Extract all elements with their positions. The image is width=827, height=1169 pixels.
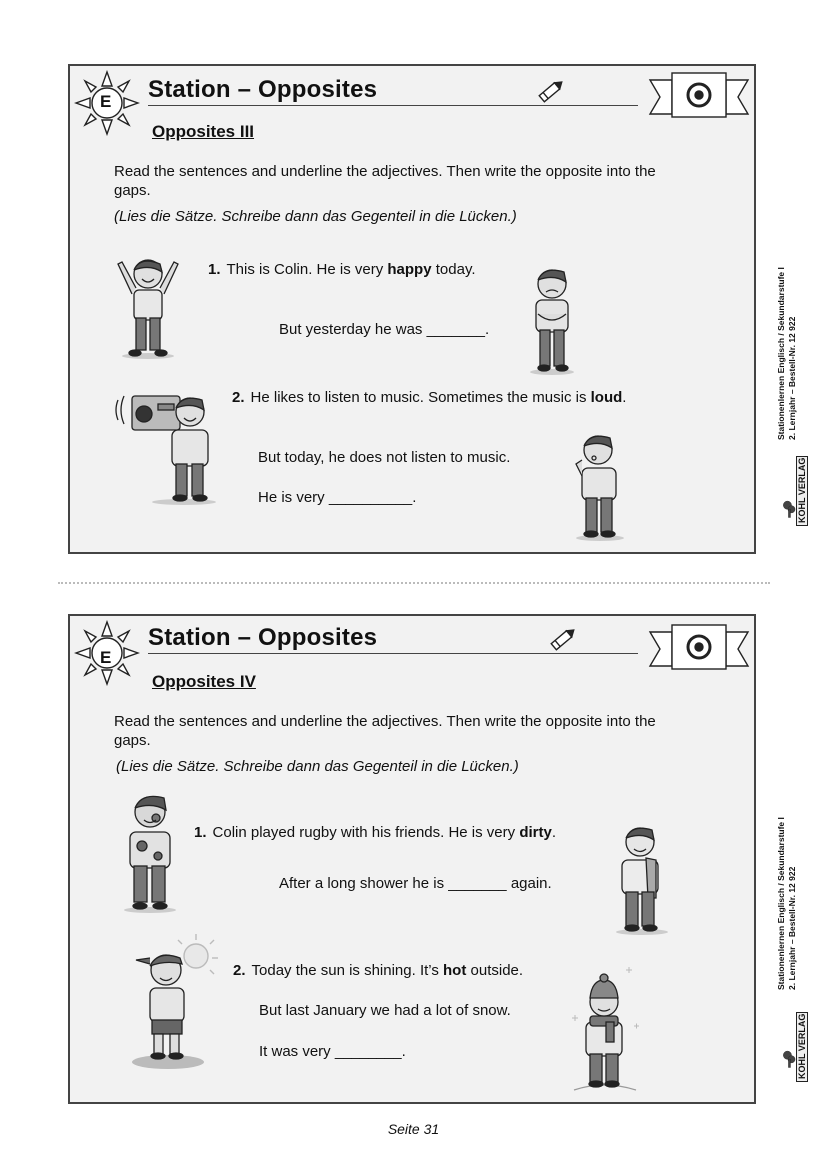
- task-2-sentence: 2. Today the sun is shining. It’s hot outside.: [233, 962, 524, 979]
- boy-in-winter-clothes-illustration: [566, 966, 642, 1098]
- page-number: Seite 31: [387, 1121, 440, 1137]
- station-card-1: [68, 64, 756, 554]
- publisher-logo-text: KOHL VERLAG: [796, 1012, 808, 1082]
- sad-boy-illustration: [522, 264, 586, 376]
- instruction-text: Read the sentences and underline the adjectives. Then write the opposite into the gaps.: [114, 713, 656, 749]
- task-number: 1.: [194, 824, 207, 841]
- station-badge-letter: E: [100, 92, 112, 111]
- instruction-text: Read the sentences and underline the adjectives. Then write the opposite into the gaps.: [114, 163, 656, 199]
- adjective-word: happy: [387, 261, 432, 278]
- sidebar-text: Stationenlernen Englisch / Sekundarstufe I 2. Lernjahr – Bestell-Nr. 12 922: [776, 817, 797, 990]
- clean-boy-with-towel-illustration: [610, 822, 674, 936]
- pencil-icon: [548, 624, 578, 654]
- pencil-icon: [536, 76, 566, 106]
- task-number: 2.: [232, 389, 245, 406]
- task-1-gap-line[interactable]: But yesterday he was _______.: [279, 321, 490, 338]
- task-2-gap-line[interactable]: He is very __________.: [258, 489, 417, 506]
- publisher-sidebar-bottom: [774, 790, 824, 1090]
- task-1-sentence: 1. Colin played rugby with his friends. He is very dirty.: [194, 824, 556, 841]
- exercise-subtitle: Opposites IV: [152, 672, 256, 691]
- target-banner-icon: [648, 70, 750, 120]
- task-number: 1.: [208, 261, 221, 278]
- task-2-line-2: But last January we had a lot of snow.: [259, 1002, 511, 1019]
- dirty-boy-illustration: [118, 790, 184, 914]
- task-2-gap-line[interactable]: It was very ________.: [259, 1043, 406, 1060]
- instruction-text-german: (Lies die Sätze. Schreibe dann das Gegenteil in die Lücken.): [116, 758, 519, 775]
- boy-with-boombox-illustration: [114, 390, 226, 506]
- thinking-boy-illustration: [568, 430, 632, 542]
- section-divider: [58, 582, 770, 584]
- task-2-line-2: But today, he does not listen to music.: [258, 449, 511, 466]
- boy-in-sun-with-cap-illustration: [128, 930, 224, 1072]
- happy-boy-cheering-illustration: [110, 250, 186, 360]
- station-card-2: [68, 614, 756, 1104]
- instruction-text-german: (Lies die Sätze. Schreibe dann das Gegenteil in die Lücken.): [114, 208, 517, 225]
- target-banner-icon: [648, 622, 750, 672]
- station-title: Station – Opposites: [148, 76, 638, 106]
- publisher-sidebar-top: [774, 240, 824, 540]
- sidebar-text: Stationenlernen Englisch / Sekundarstufe I 2. Lernjahr – Bestell-Nr. 12 922: [776, 267, 797, 440]
- task-1-sentence: 1. This is Colin. He is very happy today.: [208, 261, 476, 278]
- task-number: 2.: [233, 962, 246, 979]
- exercise-subtitle: Opposites III: [152, 122, 255, 141]
- station-title: Station – Opposites: [148, 624, 638, 654]
- task-1-gap-line[interactable]: After a long shower he is _______ again.: [279, 875, 552, 892]
- task-2-sentence: 2. He likes to listen to music. Sometimes the music is loud.: [232, 389, 627, 406]
- adjective-word: loud: [590, 389, 623, 406]
- publisher-logo-text: KOHL VERLAG: [796, 456, 808, 526]
- adjective-word: hot: [443, 962, 467, 979]
- station-badge-letter: E: [100, 648, 112, 667]
- adjective-word: dirty: [519, 824, 552, 841]
